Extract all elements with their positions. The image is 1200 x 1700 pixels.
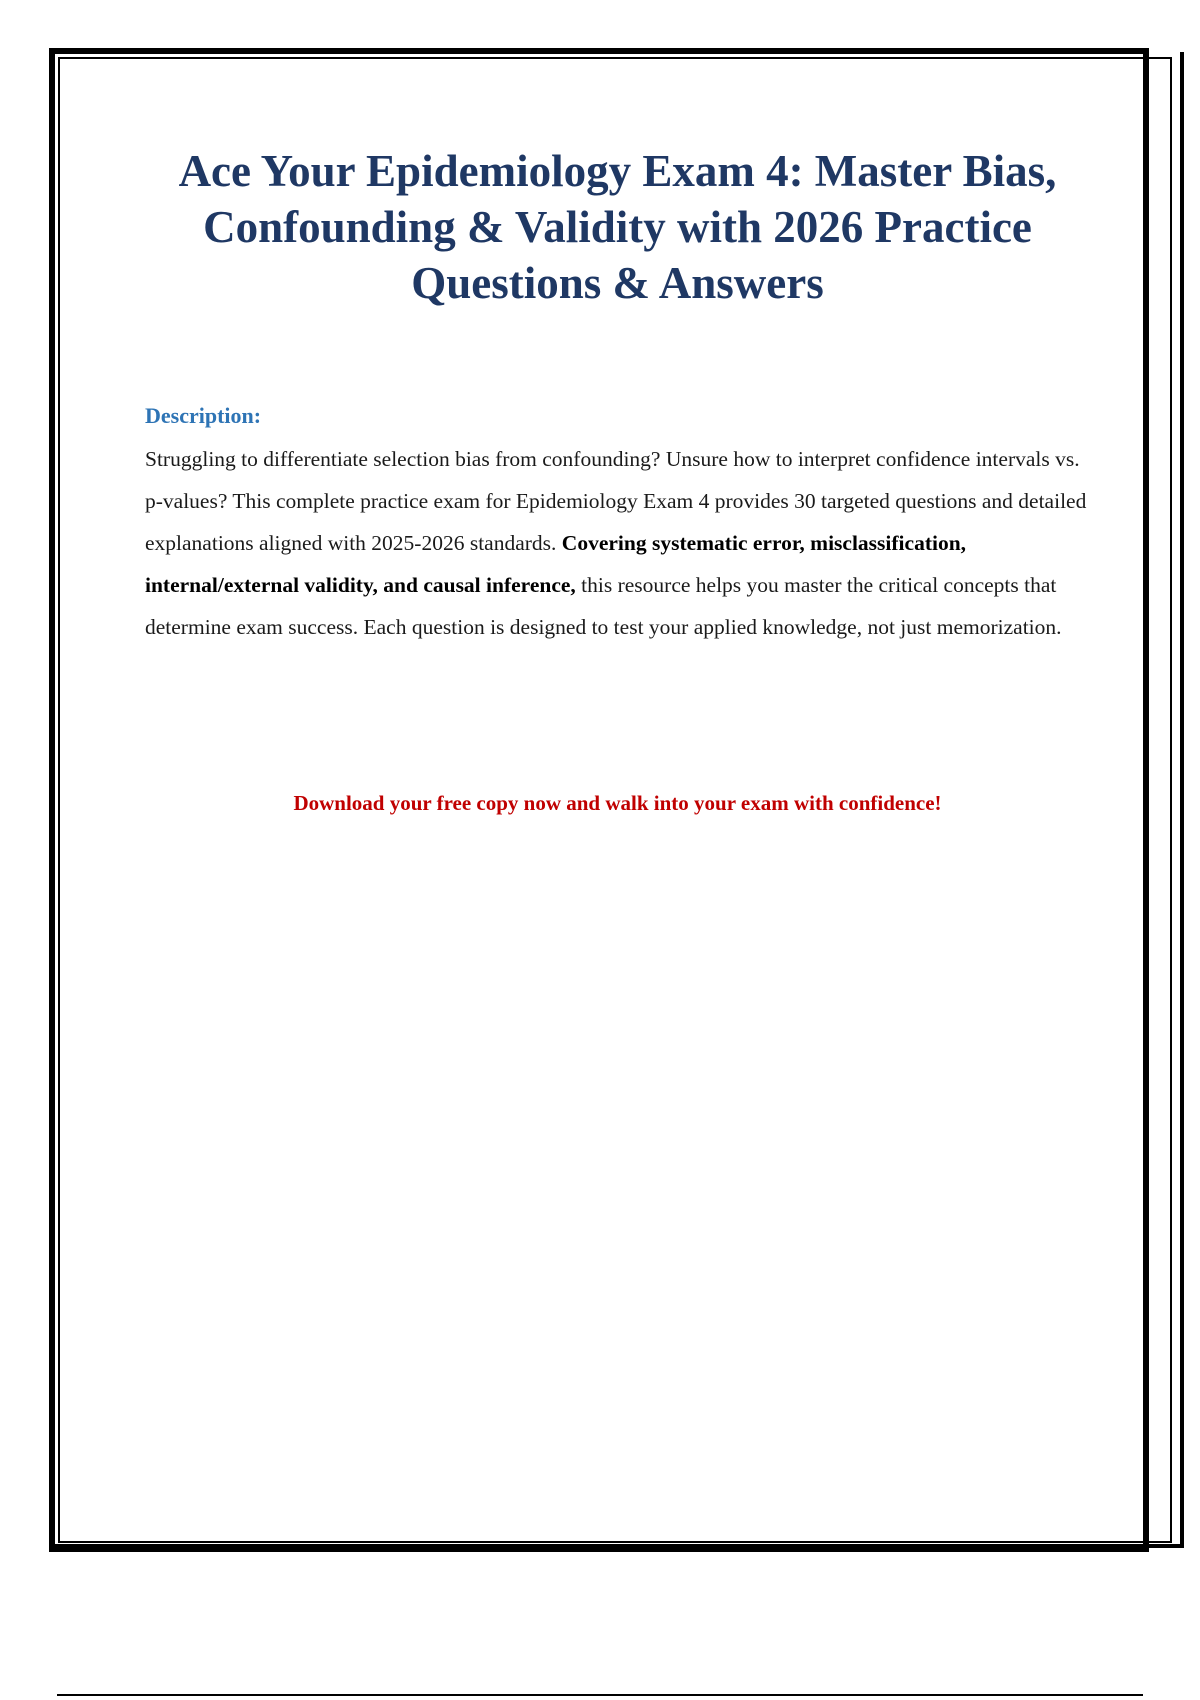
description-body: [145, 438, 1095, 648]
footer-rule: [57, 1694, 1143, 1696]
description-text-part2: this resource helps you master the critical concepts that determine exam success. Each question is designed to test your applied knowledge, not just memorization.: [145, 573, 1062, 639]
description-text-bold: Covering systematic error, misclassification, internal/external validity, and causal inference,: [145, 531, 967, 597]
page-border-shadow-right: [1180, 52, 1184, 1544]
description-label: Description:: [145, 403, 262, 428]
page-border-shadow-bottom: [52, 1544, 1184, 1548]
description-text-part1: Struggling to differentiate selection bias from confounding? Unsure how to interpret confidence intervals vs. p-values? This complete practice exam for Epidemiology Exam 4 provides 30 targeted questions and detailed explanations aligned with 2025-2026 standards.: [145, 447, 1087, 555]
call-to-action: Download your free copy now and walk into your exam with confidence!: [293, 791, 942, 815]
document-title: Ace Your Epidemiology Exam 4: Master Bias, Confounding & Validity with 2026 Practice Questions & Answers: [178, 146, 1057, 308]
